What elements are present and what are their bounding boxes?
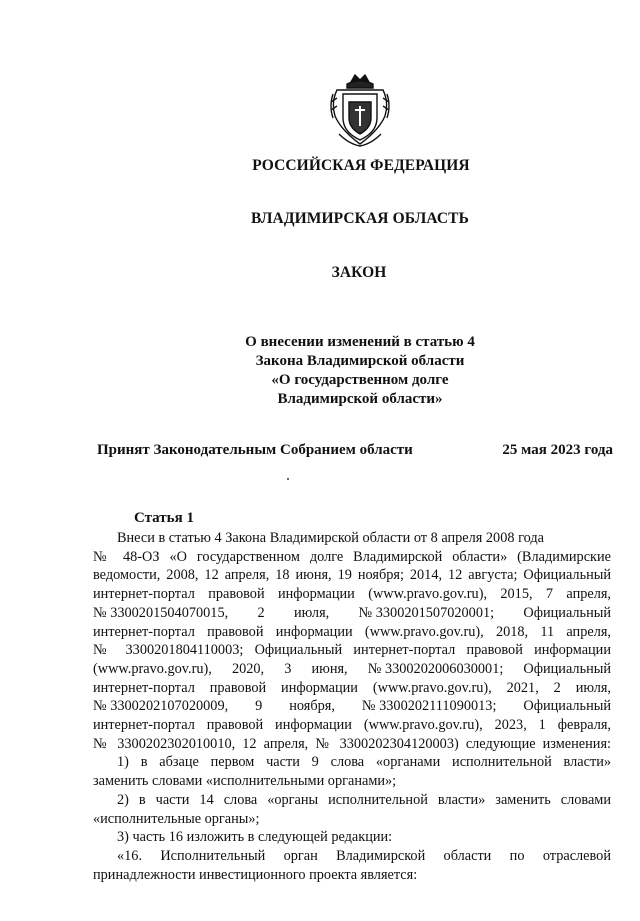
- article-text-line: [93, 716, 611, 735]
- article-text-segment: 2: [257, 604, 265, 621]
- article-text-line: [93, 604, 611, 623]
- article-text-line: [93, 772, 611, 791]
- article-text-segment: «исполнительные органы»;: [93, 810, 260, 827]
- adoption-date: 25 мая 2023 года: [502, 442, 613, 458]
- scan-speck: [287, 478, 289, 480]
- law-title-line: О внесении изменений в статью 4: [245, 334, 475, 350]
- article-text-segment: Владимирской: [336, 847, 426, 864]
- article-text-segment: июня,: [311, 660, 348, 677]
- article-text-line: [93, 828, 611, 847]
- article-text-line: [93, 623, 611, 642]
- law-title-line: Закона Владимирской области: [255, 353, 465, 369]
- article-text-segment: № 3300201804110003; Официальный интернет-портал правовой информации: [93, 642, 611, 659]
- article-text-line: [93, 735, 611, 754]
- article-text-segment: 2) в части 14 слова «органы исполнительной власти» заменить словами: [117, 791, 611, 808]
- law-title-line: «О государственном долге: [271, 372, 449, 388]
- article-text-line: [93, 753, 611, 772]
- article-text-segment: № 3300202302010010, 12 апреля, № 3300202304120003) следующие изменения:: [93, 735, 611, 752]
- article-text-line: [93, 810, 611, 829]
- article-text-line: [93, 791, 611, 810]
- article-text-segment: 3: [284, 660, 292, 677]
- article-text-line: [93, 679, 611, 698]
- document-type-heading: ЗАКОН: [331, 264, 387, 281]
- article-text-segment: Внеси в статью 4 Закона Владимирской области от 8 апреля 2008 года: [117, 530, 544, 546]
- article-body: [93, 529, 611, 884]
- coat-of-arms-emblem: [327, 72, 393, 148]
- article-text-segment: Официальный: [523, 604, 611, 621]
- article-text-segment: 1) в абзаце первом части 9 слова «органами исполнительной власти»: [117, 754, 611, 771]
- article-text-segment: № 3300201507020001;: [358, 604, 495, 621]
- law-title-line: Владимирской области»: [277, 391, 443, 407]
- article-text-segment: № 3300202111090013;: [361, 698, 497, 715]
- article-text-line: [93, 529, 611, 548]
- article-text-line: [93, 548, 611, 567]
- article-text-segment: 9: [255, 698, 263, 715]
- country-heading: РОССИЙСКАЯ ФЕДЕРАЦИЯ: [252, 157, 470, 174]
- article-text-segment: (www.pravo.gov.ru),: [93, 660, 212, 677]
- article-text-line: [93, 660, 611, 679]
- article-text-segment: принадлежности инвестиционного проекта является:: [93, 866, 418, 883]
- article-heading: Статья 1: [134, 510, 194, 526]
- article-text-segment: 2020,: [231, 660, 265, 677]
- article-text-line: [93, 566, 611, 585]
- article-text-segment: 3) часть 16 изложить в следующей редакции:: [117, 829, 393, 846]
- article-text-segment: Официальный: [523, 660, 611, 677]
- article-text-segment: № 3300201504070015,: [93, 604, 229, 621]
- article-text-line: [93, 866, 611, 885]
- article-text-segment: Исполнительный: [160, 847, 266, 864]
- adoption-statement: Принят Законодательным Собранием области: [97, 442, 413, 458]
- article-text-line: [93, 697, 611, 716]
- article-text-segment: области: [443, 847, 492, 864]
- article-text-segment: по: [509, 847, 525, 864]
- article-text-segment: заменить словами «исполнительными органами»;: [93, 773, 397, 790]
- article-text-segment: орган: [283, 847, 318, 864]
- region-heading: ВЛАДИМИРСКАЯ ОБЛАСТЬ: [251, 210, 469, 227]
- article-text-segment: ноября,: [289, 698, 335, 715]
- article-text-line: [93, 585, 611, 604]
- article-text-line: [93, 641, 611, 660]
- article-text-segment: № 3300202006030001;: [367, 660, 504, 677]
- article-text-segment: интернет-портал правовой информации (www.pravo.gov.ru), 2018, 11 апреля,: [93, 623, 611, 640]
- article-text-segment: интернет-портал правовой информации (www.pravo.gov.ru), 2015, 7 апреля,: [93, 586, 611, 603]
- law-title: [200, 333, 520, 409]
- article-text-segment: «16.: [117, 847, 143, 864]
- article-text-segment: отраслевой: [542, 847, 611, 864]
- article-text-segment: № 3300202107020009,: [93, 698, 229, 715]
- article-text-segment: июля,: [293, 604, 330, 621]
- article-text-segment: интернет-портал правовой информации (www.pravo.gov.ru), 2023, 1 февраля,: [93, 717, 611, 734]
- article-text-line: [93, 847, 611, 866]
- article-text-segment: Официальный: [523, 698, 611, 715]
- article-text-segment: ведомости, 2008, 12 апреля, 18 июня, 19 ноября; 2014, 12 августа; Официальный: [93, 567, 611, 584]
- article-text-segment: № 48-ОЗ «О государственном долге Владимирской области» (Владимирские: [93, 548, 611, 565]
- article-text-segment: интернет-портал правовой информации (www.pravo.gov.ru), 2021, 2 июля,: [93, 679, 611, 696]
